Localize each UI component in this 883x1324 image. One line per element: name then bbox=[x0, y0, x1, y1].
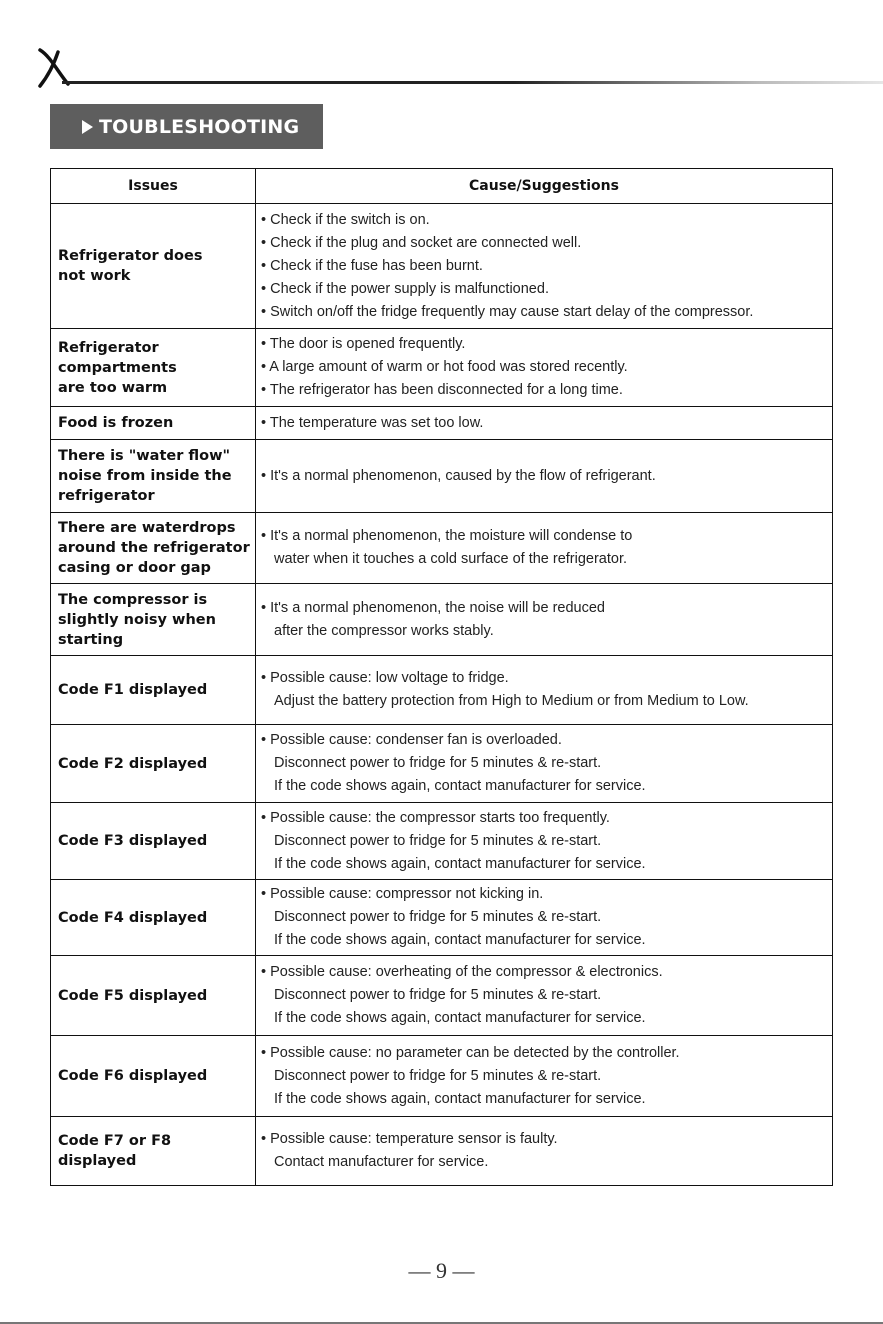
table-row bbox=[51, 725, 833, 803]
issue-line: There are waterdrops bbox=[58, 520, 236, 536]
cause-line: • It's a normal phenomenon, the noise will be reduced bbox=[261, 599, 605, 616]
table-row bbox=[51, 407, 833, 440]
issue-line: Code F6 displayed bbox=[58, 1068, 208, 1084]
section-title bbox=[50, 104, 323, 149]
issue-cell bbox=[51, 656, 256, 725]
table-row bbox=[51, 956, 833, 1036]
cause-cell bbox=[256, 1036, 833, 1117]
cause-cell bbox=[256, 956, 833, 1036]
cause-cell bbox=[256, 725, 833, 803]
header-cause-suggestions: Cause/Suggestions bbox=[256, 169, 833, 204]
issue-cell bbox=[51, 329, 256, 407]
issue-cell bbox=[51, 725, 256, 803]
table-row bbox=[51, 880, 833, 956]
issue-line: Code F2 displayed bbox=[58, 755, 208, 772]
issue-cell bbox=[51, 204, 256, 329]
cause-cell bbox=[256, 584, 833, 656]
page-number: — 9 — bbox=[408, 1258, 475, 1283]
issue-line: not work bbox=[58, 268, 131, 284]
cause-line: after the compressor works stably. bbox=[274, 622, 494, 639]
cause-line: • Possible cause: the compressor starts too frequently. bbox=[261, 809, 610, 826]
header-issues: Issues bbox=[51, 169, 256, 204]
issue-line: starting bbox=[58, 631, 124, 648]
issue-line: refrigerator bbox=[58, 488, 155, 504]
issue-line: Food is frozen bbox=[58, 415, 174, 431]
cause-line: • Check if the plug and socket are connected well. bbox=[261, 234, 582, 251]
cause-cell bbox=[256, 1117, 833, 1186]
issue-cell bbox=[51, 1117, 256, 1186]
issue-line: Code F3 displayed bbox=[58, 833, 208, 849]
issue-line: Code F1 displayed bbox=[58, 682, 208, 698]
issue-line: Refrigerator does bbox=[58, 248, 203, 264]
issue-cell bbox=[51, 584, 256, 656]
issue-line: casing or door gap bbox=[58, 560, 211, 576]
cause-line: • Possible cause: overheating of the compressor & electronics. bbox=[261, 964, 663, 980]
issue-line: The compressor is bbox=[58, 591, 208, 608]
issue-line: Code F7 or F8 displayed bbox=[58, 1133, 172, 1169]
issue-line: Refrigerator bbox=[58, 339, 159, 356]
cause-line: Adjust the battery protection from High to Medium or from Medium to Low. bbox=[274, 693, 749, 709]
cause-cell bbox=[256, 656, 833, 725]
cause-line: • It's a normal phenomenon, caused by the flow of refrigerant. bbox=[261, 467, 656, 484]
cause-line: If the code shows again, contact manufacturer for service. bbox=[274, 855, 646, 872]
issue-line: Code F5 displayed bbox=[58, 987, 208, 1004]
issue-line: noise from inside the bbox=[58, 468, 232, 484]
issue-line: are too warm bbox=[58, 379, 168, 396]
cause-line: • Possible cause: condenser fan is overloaded. bbox=[261, 732, 562, 748]
cause-line: • Check if the fuse has been burnt. bbox=[261, 257, 483, 274]
cause-line: water when it touches a cold surface of the refrigerator. bbox=[274, 551, 628, 567]
cause-line: If the code shows again, contact manufacturer for service. bbox=[274, 932, 646, 948]
cause-line: If the code shows again, contact manufacturer for service. bbox=[274, 778, 646, 794]
cause-line: • The temperature was set too low. bbox=[261, 414, 484, 431]
cause-cell bbox=[256, 880, 833, 956]
issue-cell bbox=[51, 513, 256, 584]
cause-line: Disconnect power to fridge for 5 minutes & re-start. bbox=[274, 832, 602, 849]
table-row bbox=[51, 329, 833, 407]
section-title-text: TOUBLESHOOTING bbox=[99, 115, 300, 138]
issue-line: Code F4 displayed bbox=[58, 909, 208, 926]
table-header-row bbox=[51, 169, 833, 204]
cause-line: • Possible cause: compressor not kicking in. bbox=[261, 886, 544, 902]
cause-line: • Possible cause: temperature sensor is faulty. bbox=[261, 1131, 558, 1147]
table-row bbox=[51, 1036, 833, 1117]
table-row bbox=[51, 656, 833, 725]
cause-line: Disconnect power to fridge for 5 minutes & re-start. bbox=[274, 987, 602, 1003]
cause-cell bbox=[256, 329, 833, 407]
cause-cell bbox=[256, 204, 833, 329]
issue-cell bbox=[51, 803, 256, 880]
cause-line: • Check if the power supply is malfunctioned. bbox=[261, 280, 549, 297]
issue-line: around the refrigerator bbox=[58, 540, 250, 556]
cause-line: Disconnect power to fridge for 5 minutes & re-start. bbox=[274, 909, 602, 925]
issue-cell bbox=[51, 1036, 256, 1117]
cause-line: • Possible cause: no parameter can be detected by the controller. bbox=[261, 1044, 680, 1061]
cause-line: If the code shows again, contact manufacturer for service. bbox=[274, 1090, 646, 1107]
issue-cell bbox=[51, 440, 256, 513]
issue-cell bbox=[51, 880, 256, 956]
cause-line: • The door is opened frequently. bbox=[261, 336, 466, 352]
cause-line: • Check if the switch is on. bbox=[261, 211, 430, 228]
table-row bbox=[51, 440, 833, 513]
table-row bbox=[51, 513, 833, 584]
table-row bbox=[51, 584, 833, 656]
cause-line: • Possible cause: low voltage to fridge. bbox=[261, 670, 509, 686]
issue-line: slightly noisy when bbox=[58, 611, 216, 628]
cause-line: Disconnect power to fridge for 5 minutes & re-start. bbox=[274, 1067, 602, 1084]
cause-line: • The refrigerator has been disconnected for a long time. bbox=[261, 382, 623, 398]
cause-line: Disconnect power to fridge for 5 minutes & re-start. bbox=[274, 755, 602, 771]
issue-cell bbox=[51, 407, 256, 440]
cause-cell bbox=[256, 440, 833, 513]
cause-cell bbox=[256, 803, 833, 880]
cause-cell bbox=[256, 513, 833, 584]
play-triangle-icon bbox=[82, 120, 93, 134]
cause-line: If the code shows again, contact manufacturer for service. bbox=[274, 1010, 646, 1026]
cause-line: • It's a normal phenomenon, the moisture will condense to bbox=[261, 528, 633, 544]
troubleshooting-table bbox=[50, 168, 833, 1186]
issue-line: compartments bbox=[58, 359, 177, 376]
table-row bbox=[51, 1117, 833, 1186]
table-row bbox=[51, 803, 833, 880]
issue-cell bbox=[51, 956, 256, 1036]
issue-line: There is "water flow" bbox=[58, 448, 231, 464]
cause-line: Contact manufacturer for service. bbox=[274, 1154, 489, 1170]
header-divider bbox=[62, 81, 883, 84]
cause-line: • Switch on/off the fridge frequently may cause start delay of the compressor. bbox=[261, 303, 754, 320]
cause-line: • A large amount of warm or hot food was stored recently. bbox=[261, 359, 628, 375]
table-row bbox=[51, 204, 833, 329]
cause-cell bbox=[256, 407, 833, 440]
